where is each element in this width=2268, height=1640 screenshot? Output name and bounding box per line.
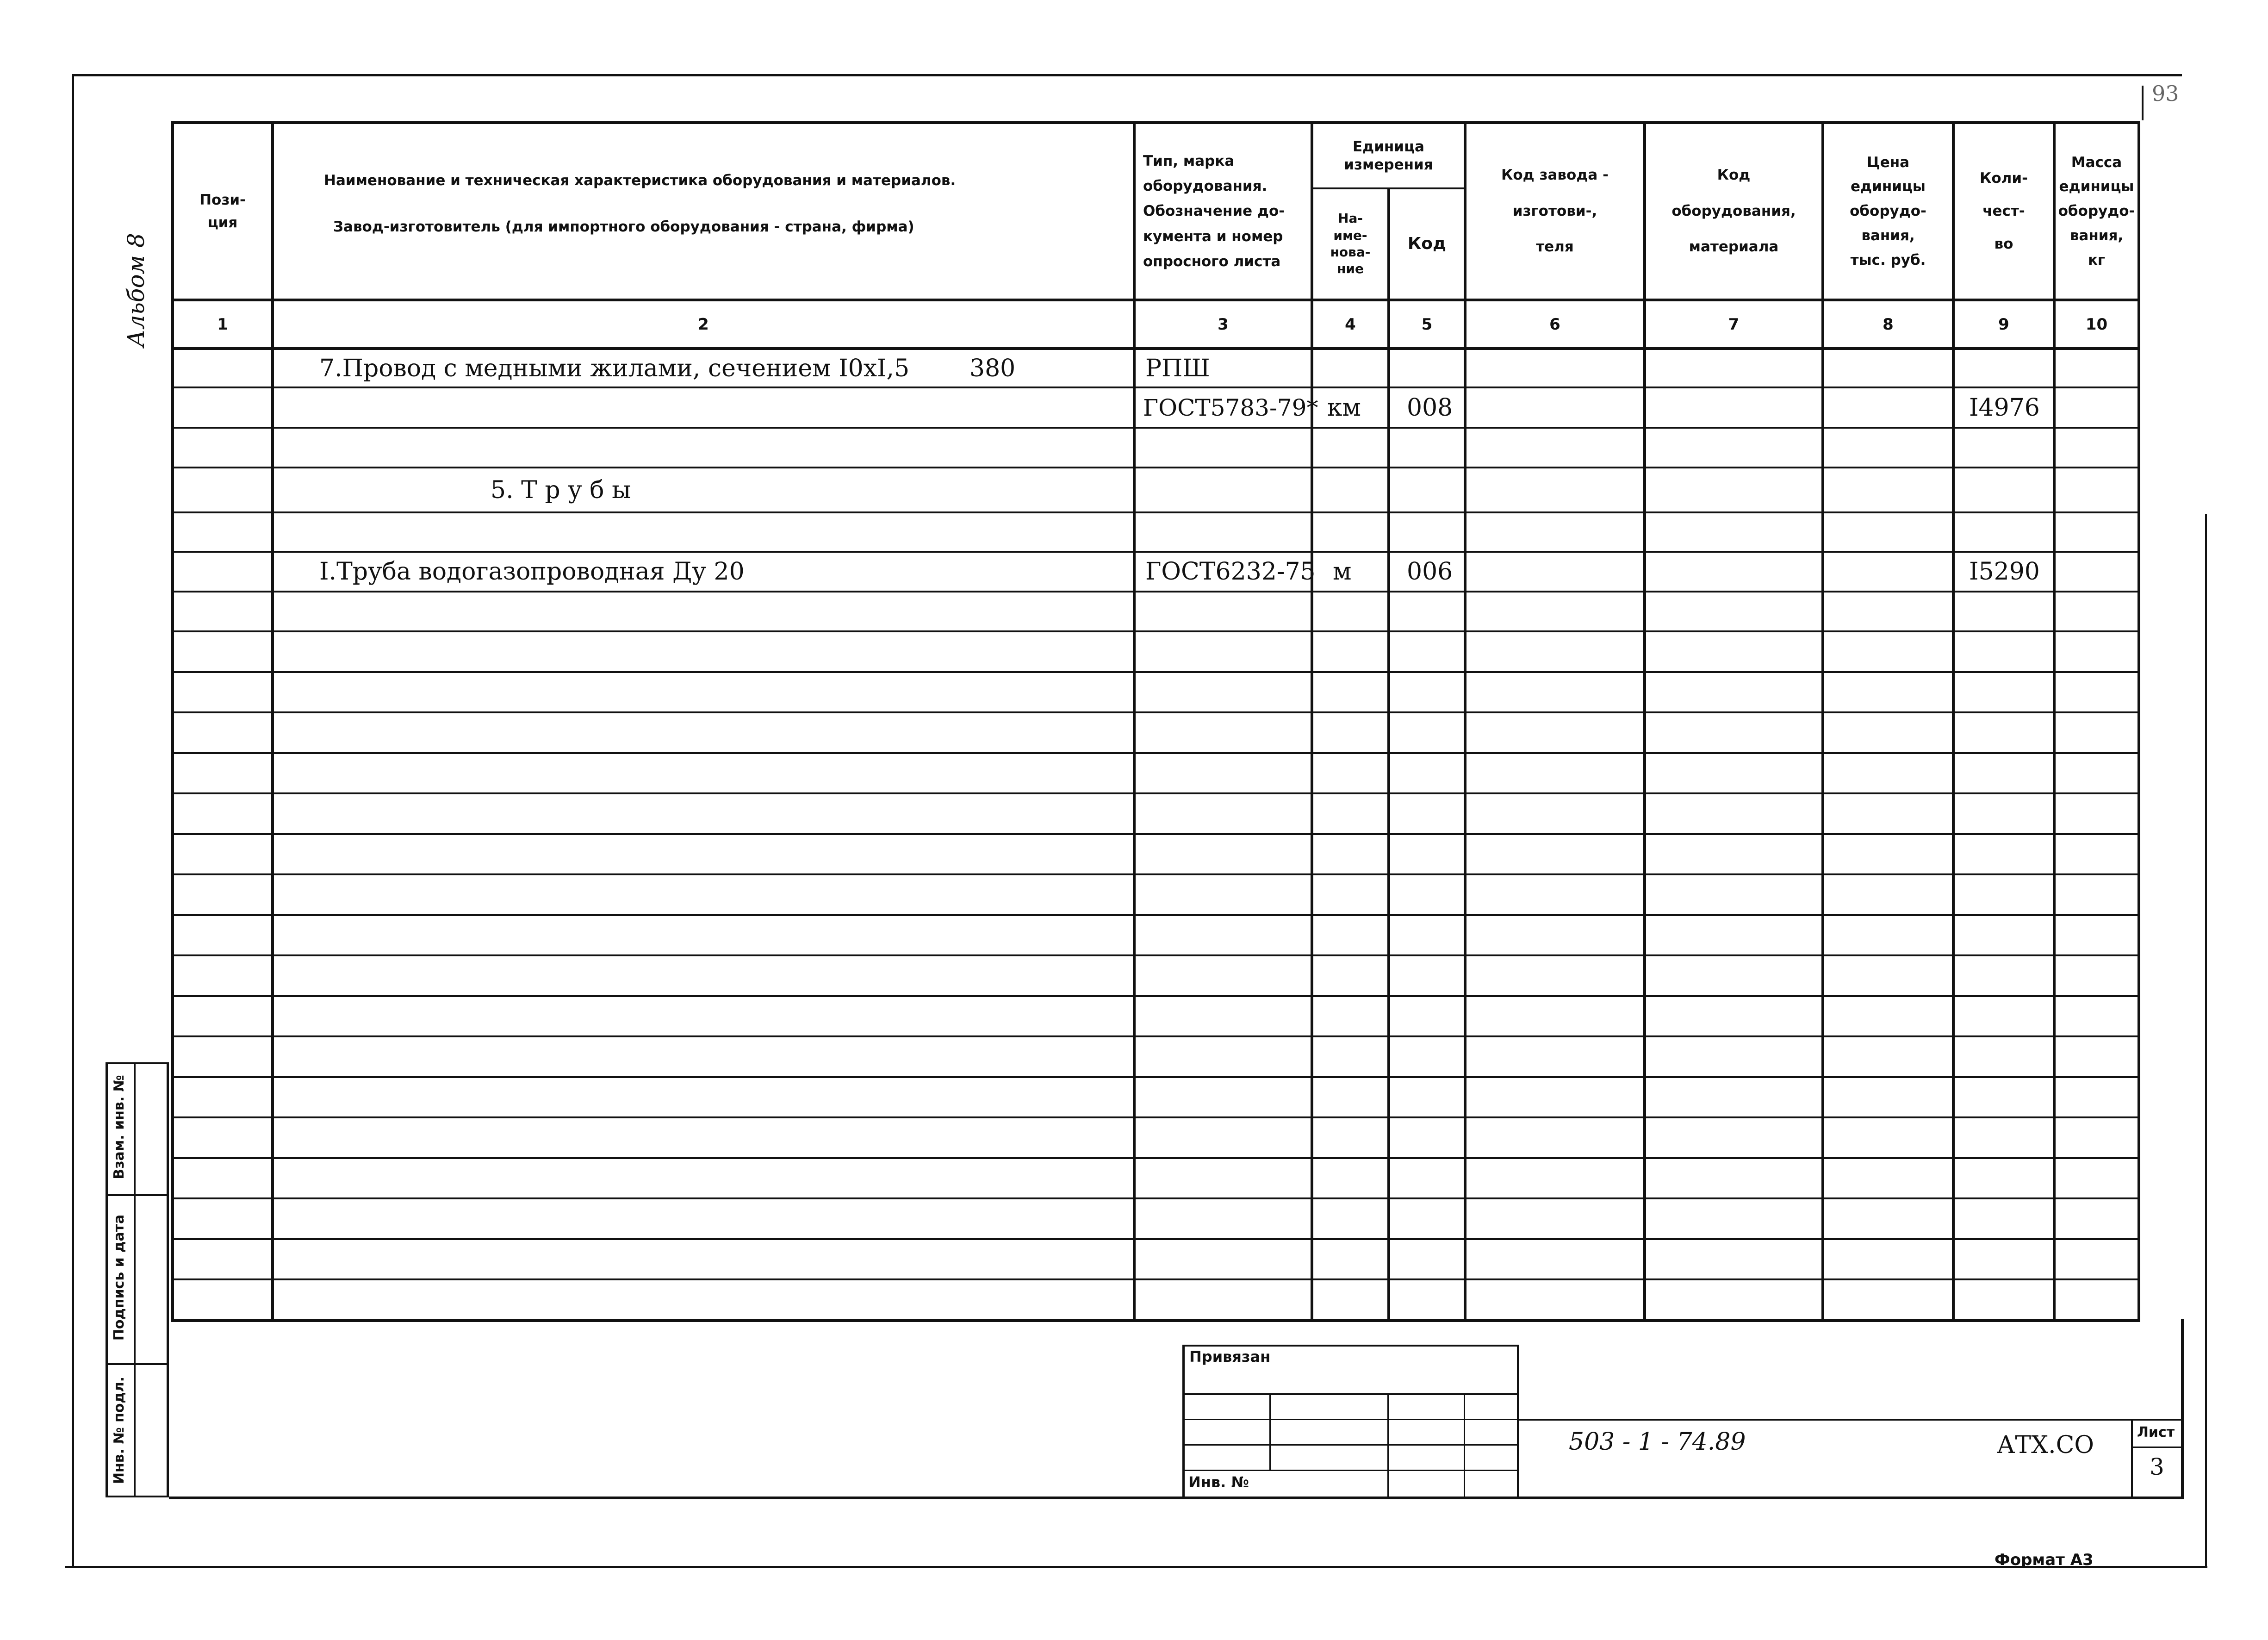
header-unit-name: На- име- нова- ние — [1330, 211, 1371, 277]
stamp-inv-podl: Инв. № подл. — [111, 1376, 127, 1484]
page-number: 93 — [2152, 81, 2179, 106]
page-number-tick — [2142, 86, 2144, 120]
row4-doc: ГОСТ6232-75 — [1145, 558, 1316, 586]
header-name-line2: Завод-изготовитель (для импортного оборудования - страна, фирма) — [333, 218, 914, 235]
row2-doc: ГОСТ5783-79* — [1143, 394, 1318, 421]
column-number-10: 10 — [2085, 315, 2108, 334]
column-number-4: 4 — [1345, 315, 1356, 334]
header-type-mark: Тип, марка оборудования. Обозначение до- кумента и номер опросного листа — [1143, 152, 1285, 270]
frame-top — [72, 74, 2182, 76]
row2-code: 008 — [1407, 393, 1453, 422]
document-code: АТХ.СО — [1997, 1431, 2094, 1459]
header-name-line1: Наименование и техническая характеристика оборудования и материалов. — [324, 172, 956, 189]
row1-name: 7.Провод с медными жилами, сечением I0xI,5 — [319, 354, 910, 382]
sheet-label: Лист — [2137, 1424, 2175, 1440]
column-number-6: 6 — [1549, 315, 1560, 334]
stamp-vzam-inv: Взам. инв. № — [111, 1075, 127, 1179]
privyazan-label: Привязан — [1189, 1348, 1271, 1366]
document-number: 503 - 1 - 74.89 — [1569, 1428, 1746, 1456]
header-unit-price: Цена единицы оборудо- вания, тыс. руб. — [1850, 154, 1926, 268]
header-unit-mass: Масса единицы оборудо- вания, кг — [2058, 154, 2135, 268]
frame-right-tick — [2205, 514, 2207, 1567]
row4-name: I.Труба водогазопроводная Ду 20 — [319, 558, 745, 586]
row4-unit: м — [1333, 558, 1352, 586]
header-unit-code: Код — [1407, 234, 1447, 254]
sheet-number: 3 — [2150, 1453, 2164, 1480]
row1-extra: 380 — [969, 354, 1016, 382]
stamp-podpis-data: Подпись и дата — [111, 1214, 127, 1341]
row2-unit: км — [1327, 393, 1361, 422]
frame-bottom — [65, 1566, 2207, 1568]
column-number-3: 3 — [1218, 315, 1229, 334]
column-number-5: 5 — [1421, 315, 1433, 334]
column-number-1: 1 — [217, 315, 228, 334]
row4-qty: I5290 — [1969, 558, 2040, 586]
format-label: Формат А3 — [1995, 1551, 2094, 1569]
inv-no-label: Инв. № — [1188, 1473, 1249, 1491]
column-number-8: 8 — [1883, 315, 1894, 334]
header-factory-code: Код завода - изготови-, теля — [1501, 167, 1609, 256]
section-title: 5. Т р у б ы — [491, 476, 631, 504]
header-equipment-code: Код оборудования, материала — [1671, 167, 1796, 256]
header-unit-group: Единица измерения — [1344, 138, 1433, 173]
row1-doc: РПШ — [1145, 354, 1210, 382]
frame-left — [72, 74, 74, 1567]
row2-qty: I4976 — [1969, 393, 2040, 422]
header-quantity: Коли- чест- во — [1980, 169, 2028, 253]
album-label: Альбом 8 — [123, 233, 149, 347]
column-number-9: 9 — [1998, 315, 2009, 334]
column-number-2: 2 — [698, 315, 709, 334]
header-position: Пози- ция — [199, 192, 246, 231]
row4-code: 006 — [1407, 558, 1453, 586]
column-number-7: 7 — [1728, 315, 1740, 334]
